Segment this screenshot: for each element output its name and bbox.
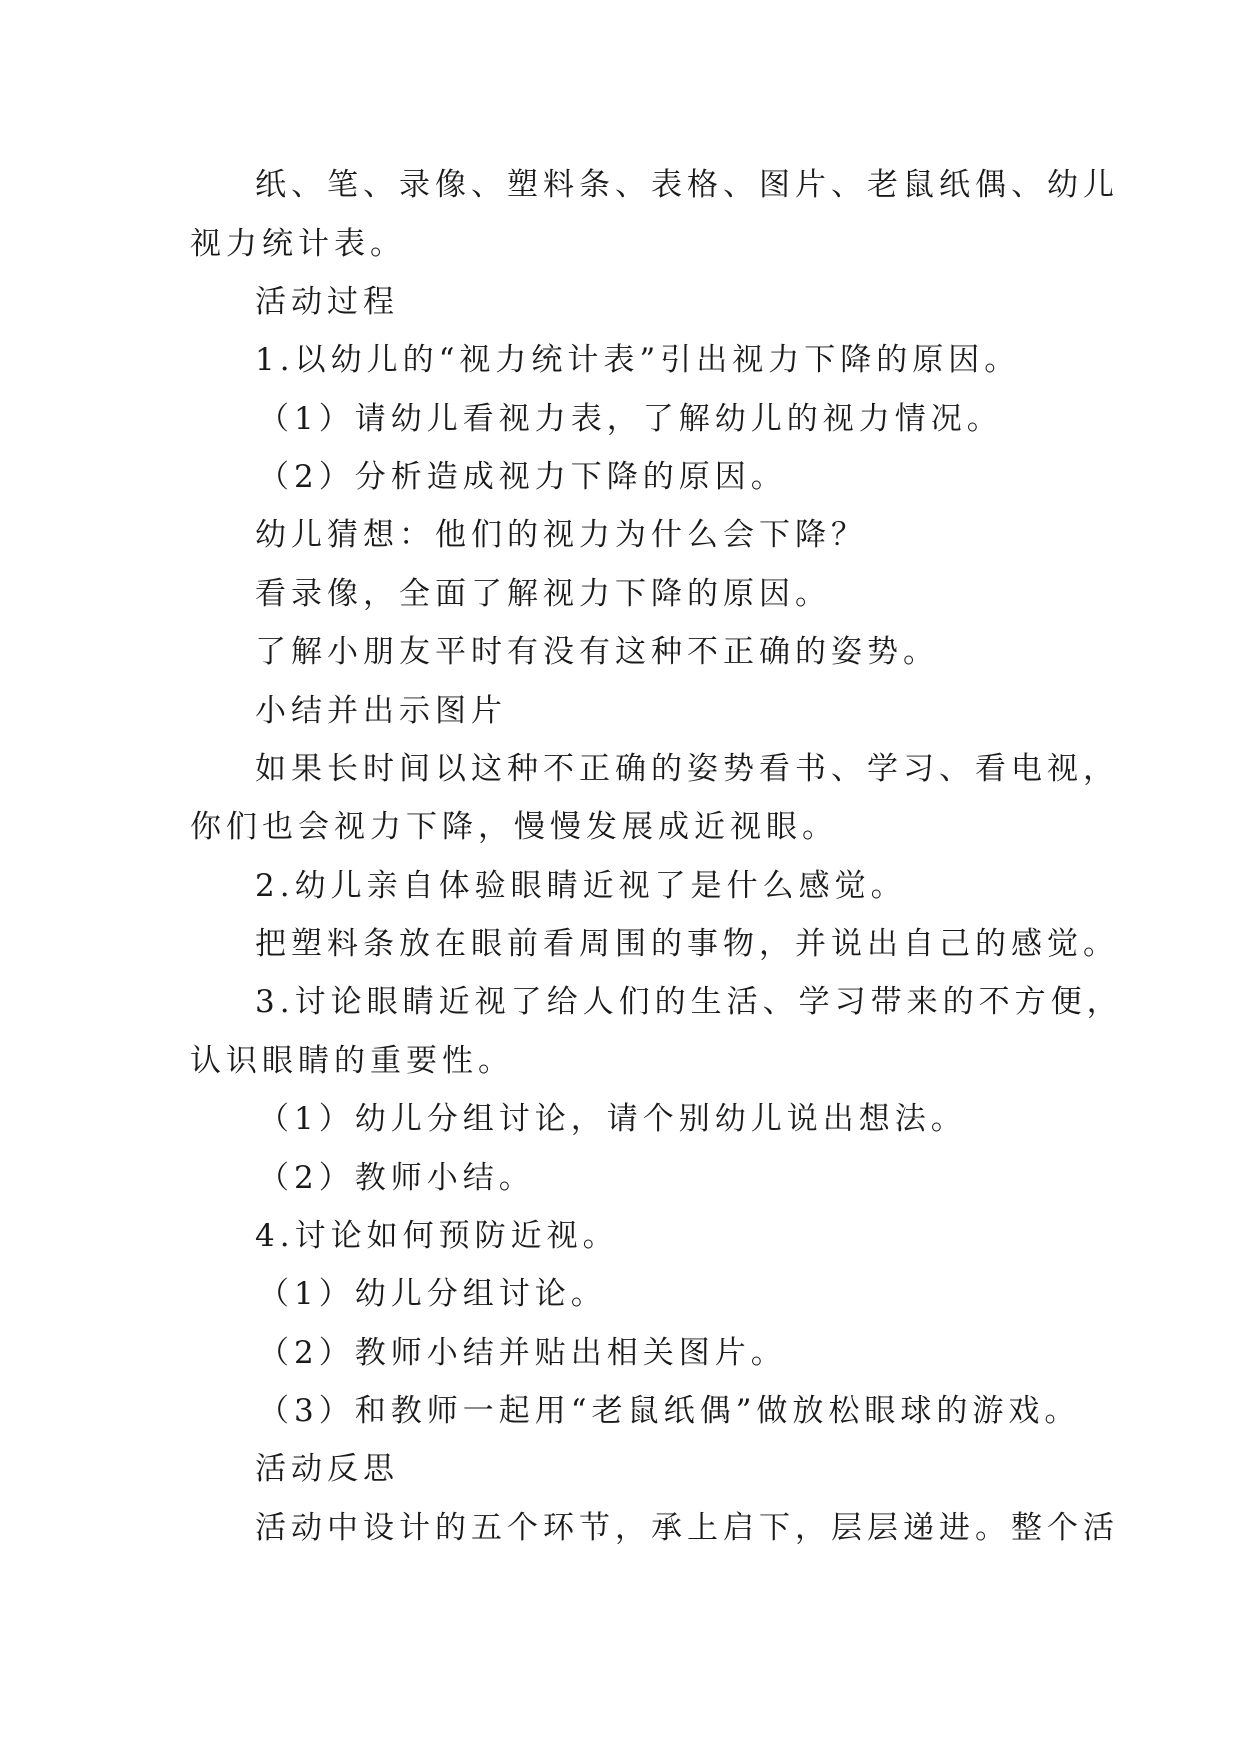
text-line: （2）教师小结并贴出相关图片。 [258, 1335, 787, 1371]
text-line: 活动中设计的五个环节，承上启下，层层递进。整个活 [255, 1510, 1119, 1546]
text-line: （2）分析造成视力下降的原因。 [258, 459, 787, 495]
text-line: 视力统计表。 [190, 226, 406, 262]
text-line: 你们也会视力下降，慢慢发展成近视眼。 [190, 809, 838, 845]
text-line: 如果长时间以这种不正确的姿势看书、学习、看电视， [255, 751, 1119, 787]
text-line: 幼儿猜想：他们的视力为什么会下降？ [255, 517, 867, 553]
text-line: 3.讨论眼睛近视了给人们的生活、学习带来的不方便， [255, 984, 1123, 1020]
text-line: （1）幼儿分组讨论。 [258, 1276, 607, 1312]
text-line: 把塑料条放在眼前看周围的事物，并说出自己的感觉。 [255, 926, 1119, 962]
section-heading: 活动反思 [255, 1451, 399, 1487]
text-line: （1）幼儿分组讨论，请个别幼儿说出想法。 [258, 1101, 967, 1137]
text-line: 2.幼儿亲自体验眼睛近视了是什么感觉。 [255, 868, 907, 904]
text-line: （1）请幼儿看视力表，了解幼儿的视力情况。 [258, 401, 1003, 437]
text-line: 认识眼睛的重要性。 [190, 1043, 514, 1079]
text-line: 4.讨论如何预防近视。 [255, 1218, 619, 1254]
text-line: （2）教师小结。 [258, 1160, 535, 1196]
section-heading: 活动过程 [255, 284, 399, 320]
text-line: （3）和教师一起用“老鼠纸偶”做放松眼球的游戏。 [258, 1393, 1081, 1429]
text-line: 看录像，全面了解视力下降的原因。 [255, 576, 831, 612]
text-line: 纸、笔、录像、塑料条、表格、图片、老鼠纸偶、幼儿 [255, 167, 1119, 203]
text-line: 了解小朋友平时有没有这种不正确的姿势。 [255, 634, 939, 670]
text-line: 1.以幼儿的“视力统计表”引出视力下降的原因。 [255, 342, 1021, 378]
text-line: 小结并出示图片 [255, 693, 507, 729]
